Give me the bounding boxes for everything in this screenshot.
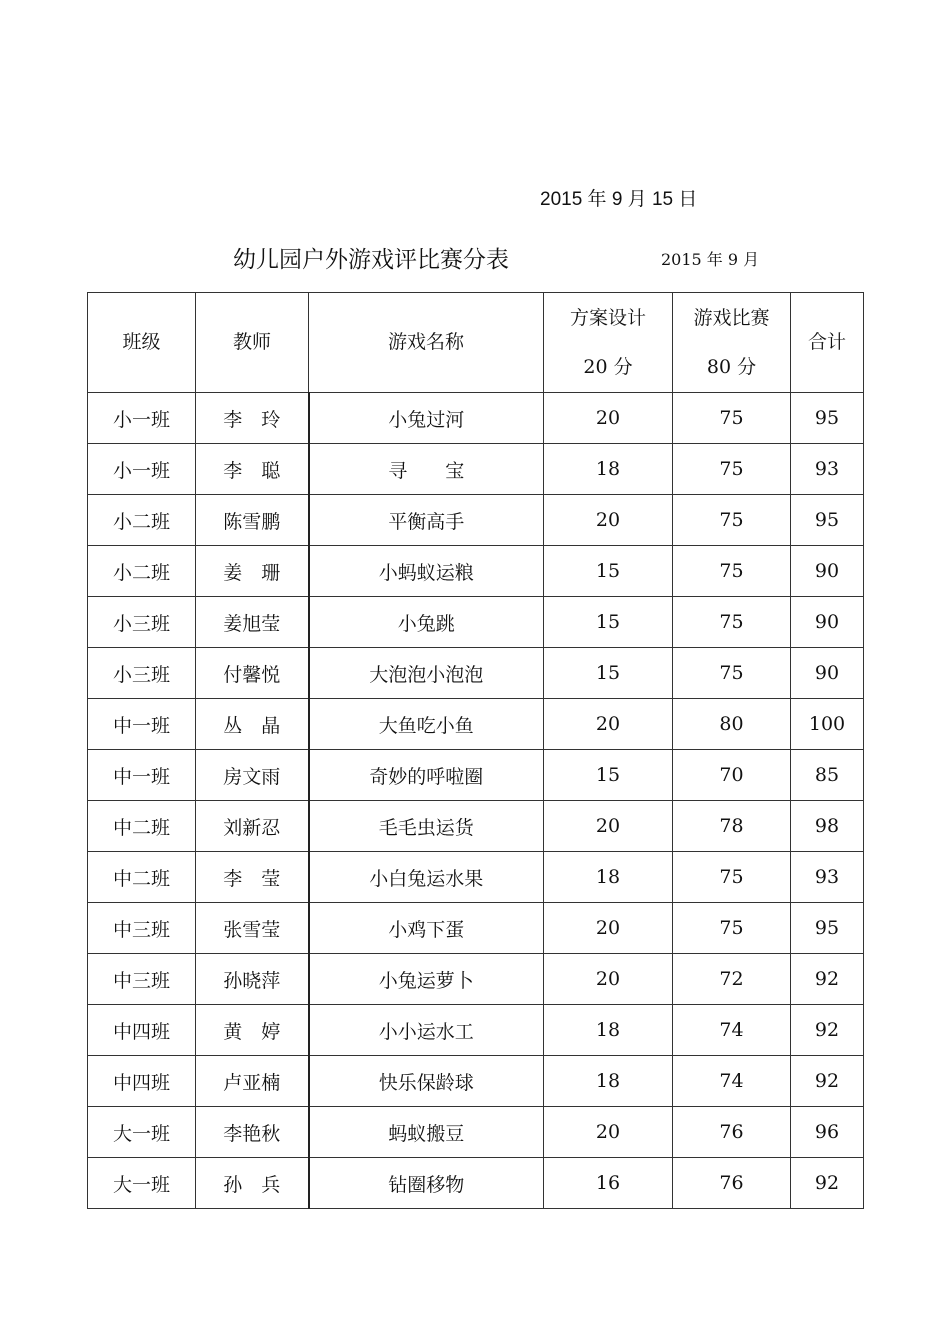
cell-total-score: 93 [791,852,864,903]
cell-total-score: 92 [791,1056,864,1107]
cell-match-score: 75 [673,903,791,954]
cell-total-score: 98 [791,801,864,852]
cell-match-score: 76 [673,1158,791,1209]
cell-teacher: 孙 兵 [196,1158,309,1209]
table-body [88,393,864,1209]
cell-match-score: 78 [673,801,791,852]
cell-class: 小一班 [88,444,196,495]
cell-game: 小白兔运水果 [309,852,544,903]
cell-design-score: 18 [544,852,673,903]
cell-design-score: 20 [544,903,673,954]
table-title: 幼儿园户外游戏评比赛分表 [233,247,509,273]
cell-design-score: 18 [544,1005,673,1056]
cell-design-score: 20 [544,393,673,444]
table-row [88,699,864,750]
cell-design-score: 20 [544,954,673,1005]
header-design-points: 20 分 [583,355,633,378]
cell-class: 小三班 [88,648,196,699]
cell-teacher: 丛 晶 [196,699,309,750]
cell-class: 中二班 [88,801,196,852]
cell-class: 大一班 [88,1158,196,1209]
header-match-points: 80 分 [706,355,757,378]
cell-total-score: 93 [791,444,864,495]
cell-design-score: 18 [544,1056,673,1107]
cell-design-score: 20 [544,699,673,750]
cell-total-score: 92 [791,1158,864,1209]
table-row [88,648,864,699]
cell-total-score: 95 [791,393,864,444]
header-design-label: 方案设计 [569,306,646,329]
cell-game: 钻圈移物 [309,1158,544,1209]
cell-match-score: 75 [673,648,791,699]
cell-total-score: 85 [791,750,864,801]
cell-design-score: 20 [544,1107,673,1158]
cell-game: 奇妙的呼啦圈 [309,750,544,801]
cell-match-score: 75 [673,597,791,648]
cell-game: 大泡泡小泡泡 [309,648,544,699]
cell-match-score: 72 [673,954,791,1005]
cell-design-score: 20 [544,801,673,852]
cell-match-score: 75 [673,495,791,546]
cell-teacher: 黄 婷 [196,1005,309,1056]
cell-class: 小二班 [88,546,196,597]
cell-teacher: 张雪莹 [196,903,309,954]
document-date: 2015 年 9 月 15 日 [540,189,698,210]
cell-total-score: 96 [791,1107,864,1158]
cell-teacher: 卢亚楠 [196,1056,309,1107]
cell-total-score: 95 [791,903,864,954]
cell-total-score: 100 [791,699,864,750]
table-row [88,597,864,648]
cell-class: 小三班 [88,597,196,648]
cell-match-score: 80 [673,699,791,750]
score-table [87,292,864,1209]
cell-class: 小一班 [88,393,196,444]
cell-teacher: 姜 珊 [196,546,309,597]
table-row [88,903,864,954]
cell-game: 小小运水工 [309,1005,544,1056]
cell-class: 中一班 [88,699,196,750]
cell-class: 中四班 [88,1005,196,1056]
cell-class: 中二班 [88,852,196,903]
header-total: 合计 [791,293,864,393]
cell-match-score: 74 [673,1056,791,1107]
cell-total-score: 90 [791,546,864,597]
table-row [88,750,864,801]
cell-game: 小鸡下蛋 [309,903,544,954]
cell-design-score: 15 [544,546,673,597]
cell-design-score: 16 [544,1158,673,1209]
cell-teacher: 李 莹 [196,852,309,903]
cell-match-score: 75 [673,852,791,903]
table-row [88,444,864,495]
header-class: 班级 [88,293,196,393]
table-row [88,954,864,1005]
cell-teacher: 李艳秋 [196,1107,309,1158]
cell-teacher: 陈雪鹏 [196,495,309,546]
table-row [88,495,864,546]
cell-total-score: 90 [791,648,864,699]
cell-match-score: 75 [673,444,791,495]
cell-game: 蚂蚁搬豆 [309,1107,544,1158]
cell-game: 寻 宝 [309,444,544,495]
cell-design-score: 15 [544,648,673,699]
table-row [88,1107,864,1158]
header-design [544,293,673,393]
cell-class: 中四班 [88,1056,196,1107]
cell-match-score: 76 [673,1107,791,1158]
cell-teacher: 付馨悦 [196,648,309,699]
header-game: 游戏名称 [309,293,544,393]
cell-match-score: 75 [673,546,791,597]
cell-total-score: 92 [791,954,864,1005]
table-header-row [88,293,864,393]
cell-class: 小二班 [88,495,196,546]
header-teacher: 教师 [196,293,309,393]
cell-teacher: 房文雨 [196,750,309,801]
table-row [88,546,864,597]
cell-teacher: 刘新忍 [196,801,309,852]
cell-total-score: 92 [791,1005,864,1056]
table-row [88,1005,864,1056]
table-row [88,1056,864,1107]
cell-class: 中三班 [88,903,196,954]
table-row [88,1158,864,1209]
title-date: 2015 年 9 月 [661,250,760,269]
cell-total-score: 90 [791,597,864,648]
header-match-label: 游戏比赛 [693,306,770,329]
cell-design-score: 15 [544,750,673,801]
table-row [88,801,864,852]
cell-class: 中三班 [88,954,196,1005]
cell-design-score: 20 [544,495,673,546]
cell-game: 小蚂蚁运粮 [309,546,544,597]
cell-class: 大一班 [88,1107,196,1158]
cell-class: 中一班 [88,750,196,801]
cell-game: 快乐保龄球 [309,1056,544,1107]
table-row [88,852,864,903]
header-match [673,293,791,393]
cell-design-score: 18 [544,444,673,495]
cell-teacher: 李 聪 [196,444,309,495]
cell-game: 小兔跳 [309,597,544,648]
cell-teacher: 姜旭莹 [196,597,309,648]
cell-game: 平衡高手 [309,495,544,546]
cell-game: 大鱼吃小鱼 [309,699,544,750]
cell-match-score: 75 [673,393,791,444]
cell-total-score: 95 [791,495,864,546]
cell-game: 毛毛虫运货 [309,801,544,852]
table-row [88,393,864,444]
cell-design-score: 15 [544,597,673,648]
cell-teacher: 李 玲 [196,393,309,444]
cell-game: 小兔过河 [309,393,544,444]
cell-teacher: 孙晓萍 [196,954,309,1005]
cell-match-score: 70 [673,750,791,801]
cell-game: 小兔运萝卜 [309,954,544,1005]
cell-match-score: 74 [673,1005,791,1056]
